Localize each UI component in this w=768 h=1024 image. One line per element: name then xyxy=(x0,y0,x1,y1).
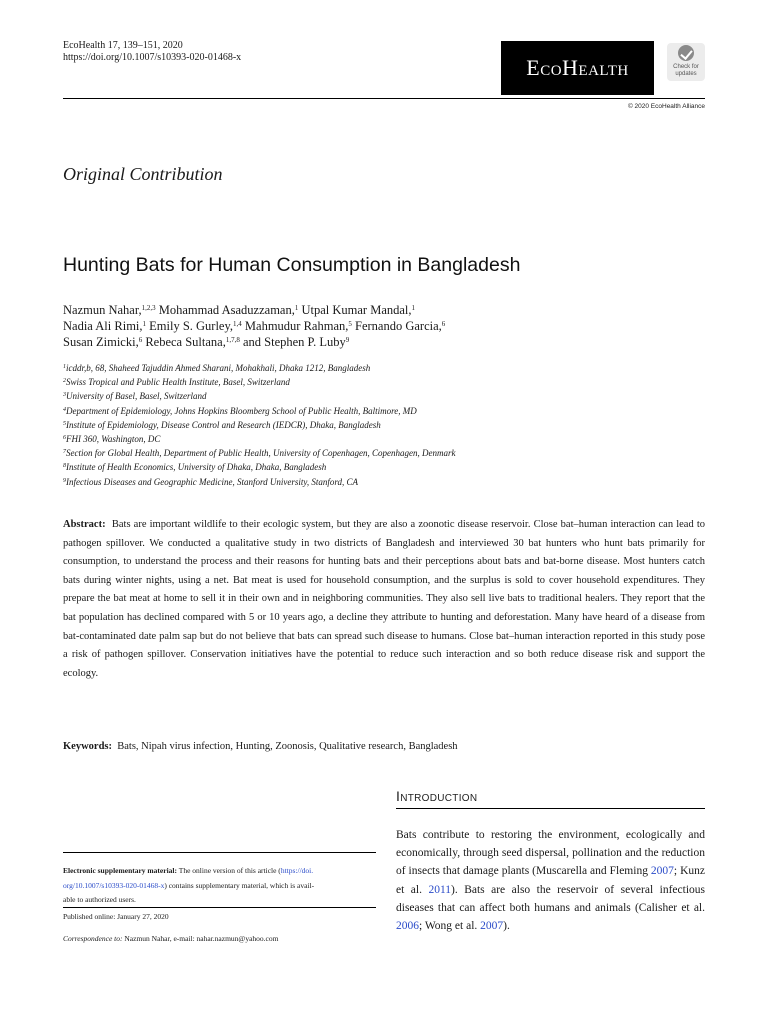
affiliation-number: 6 xyxy=(63,435,66,442)
author-name: Nadia Ali Rimi, xyxy=(63,319,143,333)
affiliation-item xyxy=(63,460,663,474)
keywords-label: Keywords: xyxy=(63,741,112,752)
footnote-divider xyxy=(63,907,376,908)
section-divider xyxy=(396,808,705,809)
affiliation-text: University of Basel, Basel, Switzerland xyxy=(66,391,207,402)
paragraph-text: ; Kunz et al. xyxy=(396,865,705,896)
affiliation-ref: 1 xyxy=(411,304,416,312)
author-list xyxy=(63,302,623,350)
author-name: Susan Zimicki, xyxy=(63,335,139,349)
journal-volume: EcoHealth 17, 139–151, 2020 xyxy=(63,40,183,51)
affiliation-text: Infectious Diseases and Geographic Medicine, Stanford University, Stanford, CA xyxy=(66,476,359,487)
affiliation-number: 3 xyxy=(63,392,66,399)
abstract xyxy=(63,516,705,683)
affiliation-ref: 1,7,8 xyxy=(225,336,240,344)
esm-doi-link[interactable]: org/10.1007/s10393-020-01468-x xyxy=(63,880,165,890)
author-name: Utpal Kumar Mandal, xyxy=(298,303,412,317)
paragraph-text: Bats contribute to restoring the environment, ecologically and economically, through seed dispersal, pollination and the reduction of insects that damage plants (Muscarella and Fleming xyxy=(396,829,705,878)
esm-text: The online version of this article ( xyxy=(177,866,281,875)
correspondence xyxy=(63,934,278,943)
affiliation-ref: 5 xyxy=(348,320,352,328)
abstract-text: Bats are important wildlife to their ecologic system, but they are also a zoonotic disease reservoir. Close bat–human interaction can lead to pathogen spillover. We conducted a qualitative study in two districts of Bangladesh and interviewed 30 bat hunters who hunt bats primarily for consumption, to understand the process and their reasons for hunting bats and their perceptions about bats and bat-borne disease. Most hunters catch bats during winter nights, using a net. Bat meat is used for household consumption, and the surplus is sold to cover household expenditures. They prepare the bat meat at home to sell it in their own and in neighboring communities. They also sell live bats to traditional healers. They report that the bat population has declined compared with 5 or 10 years ago, a decline they attribute to hunting and deforestation. Many have heard of a disease from bat-contaminated date palm sap but do not believe that bats can spread such disease to humans. Close bat–human interaction reported in this study pose a risk of pathogen spillover. Conservation initiatives have the potential to reduce such interaction and so both reduce disease risk and support the ecology. xyxy=(63,519,706,679)
published-date: Published online: January 27, 2020 xyxy=(63,912,169,921)
introduction-paragraph xyxy=(396,826,705,935)
affiliation-item xyxy=(63,475,663,489)
affiliation-ref: 9 xyxy=(345,336,350,344)
affiliation-item xyxy=(63,361,663,375)
header-divider xyxy=(63,98,705,99)
affiliation-text: Swiss Tropical and Public Health Institute, Basel, Switzerland xyxy=(66,377,290,388)
keywords-text: Bats, Nipah virus infection, Hunting, Zoonosis, Qualitative research, Bangladesh xyxy=(117,741,458,752)
content-type: Original Contribution xyxy=(63,164,223,184)
esm-doi-link[interactable]: https://doi. xyxy=(280,866,314,875)
affiliation-text: Institute of Health Economics, University of Dhaka, Dhaka, Bangladesh xyxy=(66,462,327,473)
esm-line xyxy=(63,893,376,908)
citation-link[interactable]: 2007 xyxy=(650,865,674,878)
affiliation-ref: 1,2,3 xyxy=(141,304,156,312)
journal-logo: EcoHealth xyxy=(501,41,654,95)
introduction-heading: Introduction xyxy=(396,788,478,804)
author-name: Emily S. Gurley, xyxy=(146,319,234,333)
paragraph-text: ). xyxy=(503,920,510,933)
check-icon xyxy=(678,45,694,61)
paragraph-text: ; Wong et al. xyxy=(419,920,481,933)
citation-link[interactable]: 2006 xyxy=(396,920,419,933)
affiliation-ref: 1 xyxy=(142,320,147,328)
affiliation-number: 8 xyxy=(63,463,66,470)
author-name: Nazmun Nahar, xyxy=(63,303,142,317)
supplementary-material-note xyxy=(63,864,376,908)
affiliation-item xyxy=(63,389,663,403)
author-name: Rebeca Sultana, xyxy=(142,335,226,349)
author-line-2 xyxy=(63,318,623,334)
abstract-label: Abstract: xyxy=(63,519,106,530)
affiliation-number: 9 xyxy=(63,477,66,484)
doi-link[interactable]: https://doi.org/10.1007/s10393-020-01468-x xyxy=(63,52,242,63)
affiliation-number: 1 xyxy=(63,364,66,370)
esm-line xyxy=(63,879,376,894)
correspondence-label: Correspondence to: xyxy=(63,934,123,943)
journal-citation xyxy=(63,40,241,64)
footnote-divider xyxy=(63,852,376,853)
affiliation-item xyxy=(63,375,663,389)
affiliation-item xyxy=(63,446,663,460)
esm-line xyxy=(63,864,376,879)
affiliation-ref: 6 xyxy=(138,336,143,344)
paragraph-text: ). Bats are also the reservoir of several infectious diseases that can affect both humans and animals (Calisher et al. xyxy=(396,883,705,914)
affiliation-text: icddr,b, 68, Shaheed Tajuddin Ahmed Sharani, Mohakhali, Dhaka 1212, Bangladesh xyxy=(66,363,371,373)
affiliation-ref: 1,4 xyxy=(233,320,242,328)
affiliation-text: Section for Global Health, Department of Public Health, University of Copenhagen, Copenhagen, Denmark xyxy=(66,448,456,459)
keywords xyxy=(63,741,705,752)
check-for-updates-label: Check for updates xyxy=(673,64,699,77)
author-name: Fernando Garcia, xyxy=(351,319,442,333)
affiliation-number: 4 xyxy=(63,406,66,413)
author-name: Mohammad Asaduzzaman, xyxy=(155,303,295,317)
affiliation-item xyxy=(63,418,663,432)
author-name: and Stephen P. Luby xyxy=(239,335,346,349)
check-for-updates-badge[interactable] xyxy=(667,43,705,81)
affiliation-number: 2 xyxy=(63,378,66,385)
affiliation-number: 7 xyxy=(63,449,66,456)
esm-label: Electronic supplementary material: xyxy=(63,866,178,875)
affiliation-number: 5 xyxy=(63,420,66,427)
affiliation-list xyxy=(63,361,663,489)
affiliation-ref: 1 xyxy=(294,304,299,312)
affiliation-ref: 6 xyxy=(441,320,446,328)
author-line-3 xyxy=(63,334,623,350)
copyright-notice: © 2020 EcoHealth Alliance xyxy=(627,103,705,110)
esm-text: ) contains supplementary material, which is avail- xyxy=(164,880,315,890)
correspondence-text: Nazmun Nahar, e-mail: nahar.nazmun@yahoo.com xyxy=(122,934,279,943)
author-line-1 xyxy=(63,302,623,318)
affiliation-text: Institute of Epidemiology, Disease Control and Research (IEDCR), Dhaka, Bangladesh xyxy=(66,419,381,430)
affiliation-text: FHI 360, Washington, DC xyxy=(66,434,161,445)
article-title: Hunting Bats for Human Consumption in Bangladesh xyxy=(63,254,521,276)
affiliation-item xyxy=(63,432,663,446)
affiliation-item xyxy=(63,404,663,418)
citation-link[interactable]: 2011 xyxy=(428,883,452,896)
esm-text: able to authorized users. xyxy=(63,895,136,904)
author-name: Mahmudur Rahman, xyxy=(241,319,349,333)
citation-link[interactable]: 2007 xyxy=(480,920,504,933)
affiliation-text: Department of Epidemiology, Johns Hopkins Bloomberg School of Public Health, Baltimore, MD xyxy=(66,405,417,416)
